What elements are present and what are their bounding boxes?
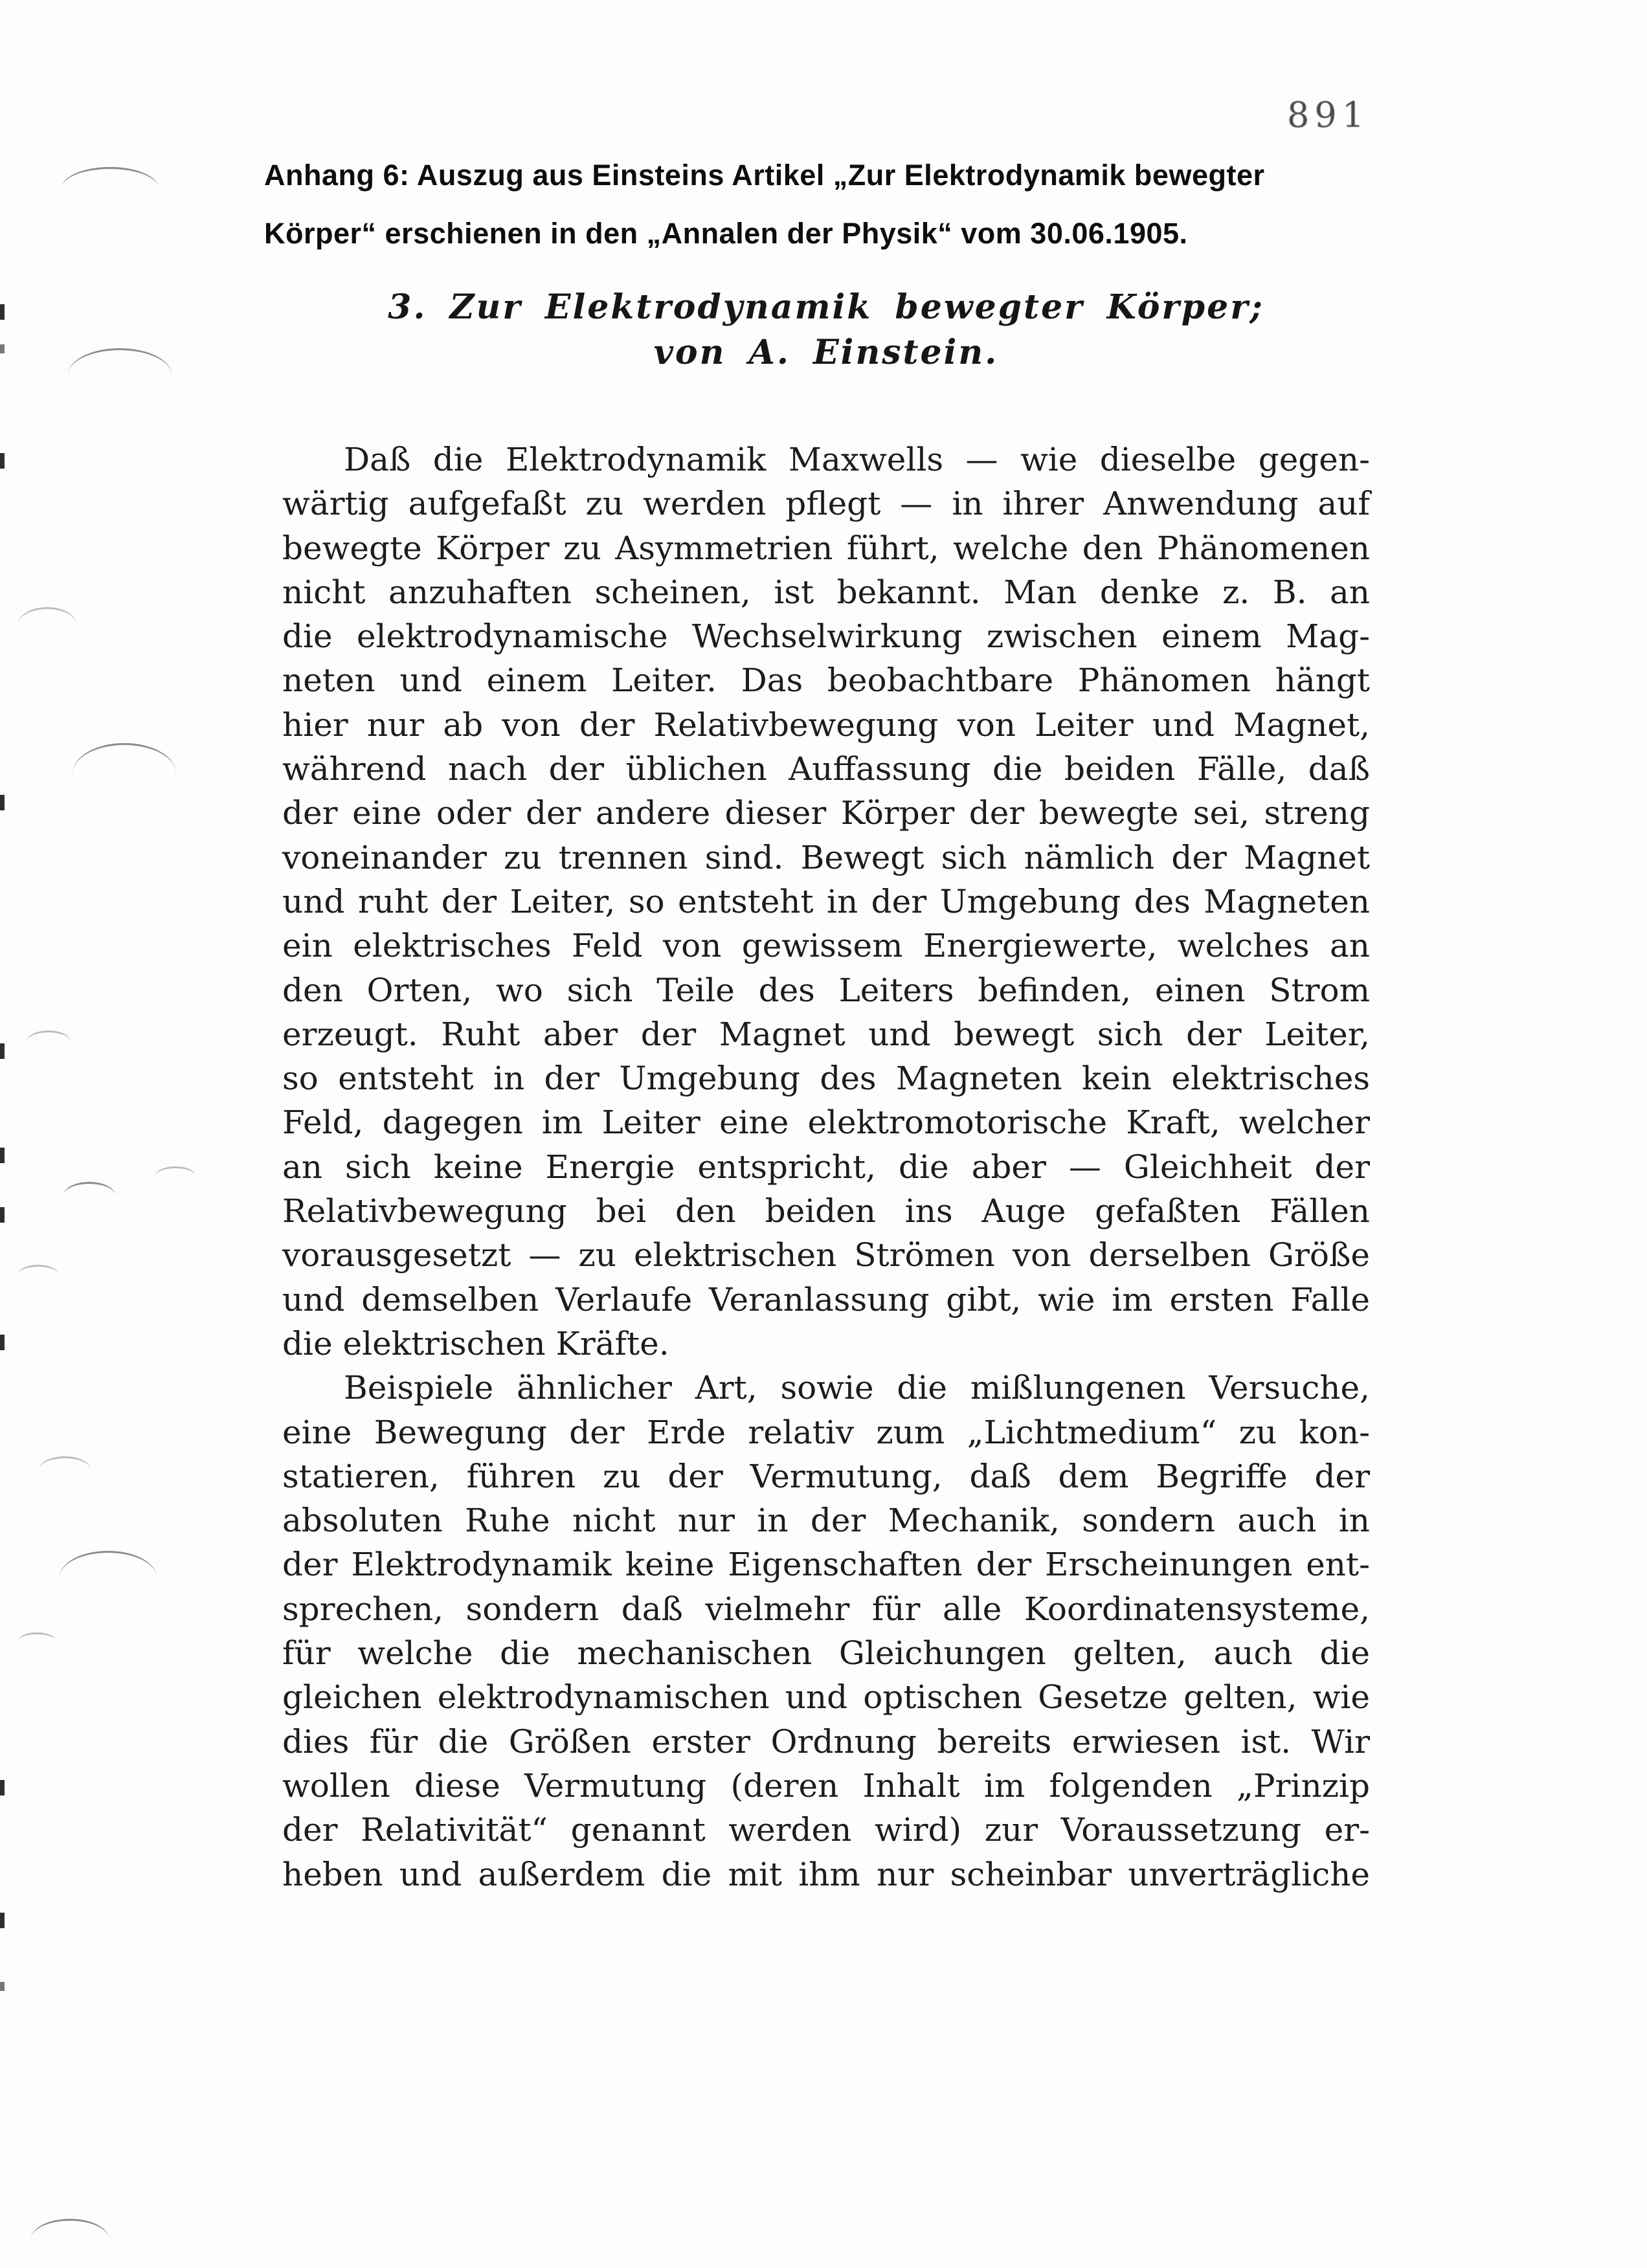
body-line: den Orten, wo sich Teile des Leiters befinden, einen Strom: [282, 971, 1370, 1009]
body-line: die elektrischen Kräfte.: [282, 1324, 669, 1362]
scan-artifact-curve: [63, 1182, 115, 1195]
article-title-line2: von A. Einstein.: [653, 333, 999, 372]
article-title: [282, 285, 1370, 375]
article-body: [282, 438, 1370, 1896]
body-line: so entsteht in der Umgebung des Magneten kein elektrisches: [282, 1060, 1370, 1098]
body-line: ein elektrisches Feld von gewissem Energiewerte, welches an: [282, 927, 1370, 965]
scan-artifact-tick: [0, 344, 5, 353]
scan-artifact-tick: [0, 1335, 5, 1350]
scan-artifact-curve: [155, 1166, 196, 1176]
scan-artifact-curve: [68, 348, 172, 375]
body-line: gleichen elektrodynamischen und optischen Gesetze gelten, wie: [282, 1678, 1370, 1717]
scan-artifact-curve: [60, 1551, 157, 1577]
body-line: für welche die mechanischen Gleichungen gelten, auch die: [282, 1634, 1370, 1673]
scan-artifact-curve: [31, 2219, 109, 2239]
body-line: die elektrodynamische Wechselwirkung zwischen einem Mag-: [282, 617, 1370, 656]
body-line: Daß die Elektrodynamik Maxwells — wie dieselbe gegen-: [344, 441, 1370, 478]
body-line: Beispiele ähnlicher Art, sowie die mißlungenen Versuche,: [344, 1369, 1370, 1407]
body-line: Feld, dagegen im Leiter eine elektromotorische Kraft, welcher: [282, 1104, 1370, 1142]
body-line: statieren, führen zu der Vermutung, daß dem Begriffe der: [282, 1457, 1370, 1495]
scan-artifact-curve: [62, 167, 159, 188]
scan-artifact-tick: [0, 1982, 5, 1991]
scan-artifact-tick: [0, 1913, 5, 1928]
body-line: absoluten Ruhe nicht nur in der Mechanik, sondern auch in: [282, 1502, 1370, 1540]
body-line: dies für die Größen erster Ordnung bereits erwiesen ist. Wir: [282, 1722, 1370, 1761]
scan-artifact-tick: [0, 795, 5, 810]
body-line: sprechen, sondern daß vielmehr für alle Koordinatensysteme,: [282, 1590, 1370, 1628]
scan-artifact-curve: [26, 1030, 71, 1043]
body-line: hier nur ab von der Relativbewegung von Leiter und Magnet,: [282, 706, 1370, 744]
scan-artifact-curve: [18, 1632, 56, 1641]
body-line: heben und außerdem die mit ihm nur scheinbar unverträgliche: [282, 1855, 1370, 1893]
body-line: der Relativität“ genannt werden wird) zur Voraussetzung er-: [282, 1811, 1370, 1849]
body-line: nicht anzuhaften scheinen, ist bekannt. Man denke z. B. an: [282, 573, 1370, 611]
body-line: vorausgesetzt — zu elektrischen Strömen von derselben Größe: [282, 1236, 1370, 1274]
body-line: Relativbewegung bei den beiden ins Auge gefaßten Fällen: [282, 1192, 1370, 1230]
scan-artifact-curve: [18, 607, 76, 625]
body-line: bewegte Körper zu Asymmetrien führt, welche den Phänomenen: [282, 529, 1370, 567]
scan-artifact-tick: [0, 453, 5, 469]
body-line: eine Bewegung der Erde relativ zum „Lichtmedium“ zu kon-: [282, 1413, 1370, 1451]
body-line: wärtig aufgefaßt zu werden pflegt — in ihrer Anwendung auf: [282, 485, 1370, 523]
body-line: der Elektrodynamik keine Eigenschaften der Erscheinungen ent-: [282, 1546, 1370, 1584]
scan-artifact-tick: [0, 304, 5, 320]
scan-artifact-curve: [73, 743, 176, 773]
body-line: und demselben Verlaufe Veranlassung gibt, wie im ersten Falle: [282, 1280, 1370, 1318]
appendix-header-line1: Anhang 6: Auszug aus Einsteins Artikel „Zur Elektrodynamik bewegter: [264, 159, 1265, 192]
scan-artifact-tick: [0, 1780, 5, 1796]
body-line: während nach der üblichen Auffassung die beiden Fälle, daß: [282, 750, 1370, 788]
body-line: der eine oder der andere dieser Körper der bewegte sei, streng: [282, 794, 1370, 832]
body-line: neten und einem Leiter. Das beobachtbare Phänomen hängt: [282, 662, 1370, 700]
scan-artifact-curve: [18, 1265, 58, 1274]
scan-artifact-tick: [0, 1148, 5, 1163]
body-line: erzeugt. Ruht aber der Magnet und bewegt sich der Leiter,: [282, 1015, 1370, 1053]
page-number: 891: [1287, 94, 1370, 135]
body-line: voneinander zu trennen sind. Bewegt sich nämlich der Magnet: [282, 838, 1370, 876]
appendix-header-line2: Körper“ erschienen in den „Annalen der Physik“ vom 30.06.1905.: [264, 217, 1188, 250]
scan-artifact-curve: [39, 1456, 91, 1470]
body-line: an sich keine Energie entspricht, die aber — Gleichheit der: [282, 1148, 1370, 1186]
body-line: und ruht der Leiter, so entsteht in der Umgebung des Magneten: [282, 882, 1370, 920]
article-title-line1: 3. Zur Elektrodynamik bewegter Körper;: [388, 287, 1264, 327]
appendix-header: [264, 146, 1404, 263]
scan-artifact-tick: [0, 1043, 5, 1059]
body-line: wollen diese Vermutung (deren Inhalt im folgenden „Prinzip: [282, 1766, 1370, 1805]
scan-artifact-tick: [0, 1207, 5, 1223]
